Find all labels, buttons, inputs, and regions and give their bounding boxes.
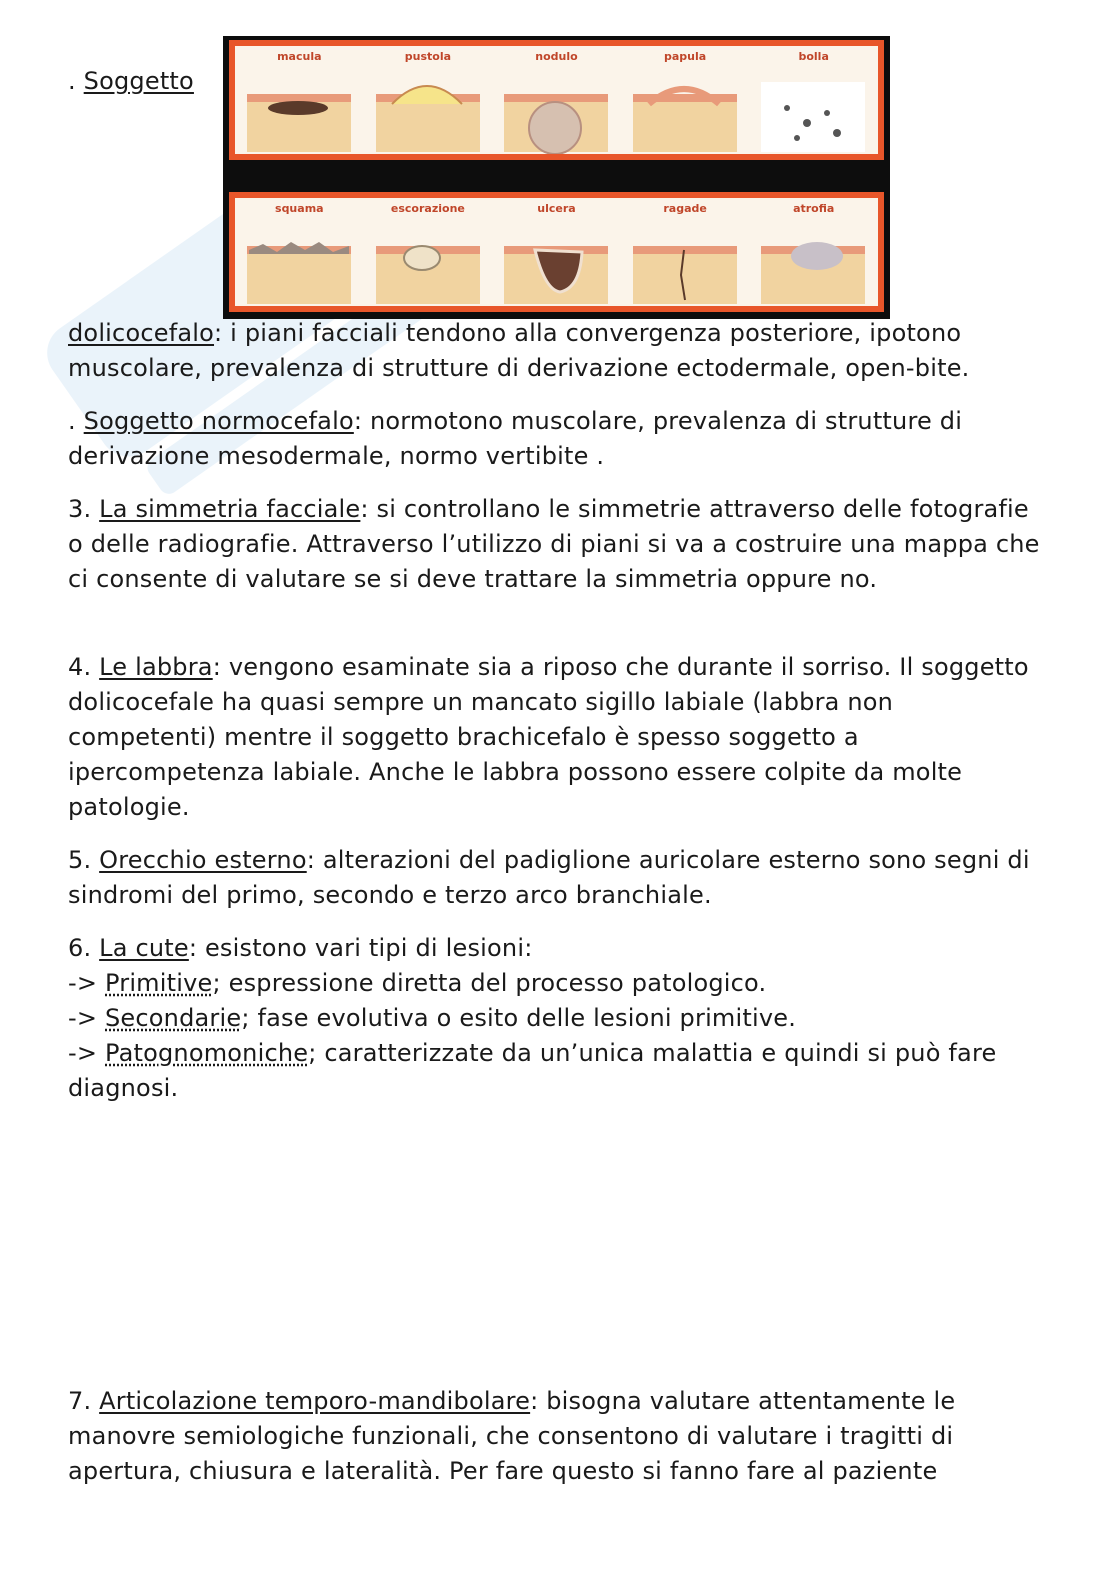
term-simmetria: La simmetria facciale [99,495,361,523]
term-labbra: Le labbra [99,653,213,681]
list-item: -> Secondarie; fase evolutiva o esito delle lesioni primitive. [68,1004,797,1032]
lesion-label: papula [663,50,707,63]
lesion-label: macula [277,50,322,63]
lesion-squama [235,198,364,306]
paragraph-3: 3. La simmetria facciale: si controllano le simmetrie attraverso delle fotografie o delle radiografie. Attraverso l’utilizzo di piani si va a costruire una mappa che ci consente di valutare se si deve trattare la simmetria oppure no. [68,495,1040,593]
term-normocefalo: Soggetto normocefalo [83,407,354,435]
skin-lesions-figure [223,36,890,319]
lesion-escorazione [364,198,493,306]
lesion-illustration [243,68,355,154]
lesion-illustration [629,68,741,154]
list-item: -> Patognomoniche; caratterizzate da un’unica malattia e quindi si può fare diagnosi. [68,1039,997,1102]
lesion-ragade [621,198,750,306]
lesion-label: pustola [404,50,452,63]
secondary-lesions-panel [229,192,884,312]
lesion-macula [235,46,364,154]
term-cute: La cute [99,934,189,962]
paragraph-4: 4. Le labbra: vengono esaminate sia a riposo che durante il sorriso. Il soggetto dolicocefale ha quasi sempre un mancato sigillo labiale (labbra non competenti) mentre il soggetto brachicefalo è spesso soggetto a ipercompetenza labiale. Anche le labbra possono essere colpite da molte patologie. [68,653,1029,821]
paragraph-7: 7. Articolazione temporo-mandibolare: bisogna valutare attentamente le manovre semiologiche funzionali, che consentono di valutare i tragitti di apertura, chiusura e lateralità. Per fare questo si fanno fare al paziente [68,1387,956,1485]
term-dolicocefalo: dolicocefalo [68,319,215,347]
paragraph-1-start: . Soggetto [68,67,194,95]
lesion-illustration [629,220,741,306]
lesion-nodulo [492,46,621,154]
paragraph-5: 5. Orecchio esterno: alterazioni del padiglione auricolare esterno sono segni di sindromi del primo, secondo e terzo arco branchiale. [68,846,1030,909]
lesion-label: atrofia [793,202,835,215]
list-item: -> Primitive; espressione diretta del processo patologico. [68,969,767,997]
term-orecchio: Orecchio esterno [99,846,307,874]
term-atm: Articolazione temporo-mandibolare [99,1387,531,1415]
paragraph-1: dolicocefalo: i piani facciali tendono alla convergenza posteriore, ipotono muscolare, prevalenza di strutture di derivazione ectodermale, open-bite. [68,319,970,382]
lesion-illustration [757,68,869,154]
lesion-ulcera [492,198,621,306]
lesion-illustration [372,220,484,306]
lesion-illustration [243,220,355,306]
lesion-atrofia [749,198,878,306]
term-soggetto: Soggetto [83,67,194,95]
lesion-bolla [749,46,878,154]
lesion-illustration [500,220,612,306]
lesion-pustola [364,46,493,154]
lesion-label: squama [275,202,324,215]
lesion-illustration [757,220,869,306]
lesion-papula [621,46,750,154]
lesion-label: escorazione [390,202,465,215]
lesion-illustration [500,68,612,154]
lesion-label: nodulo [535,50,578,63]
lesion-illustration [372,68,484,154]
paragraph-2: . Soggetto normocefalo: normotono muscolare, prevalenza di strutture di derivazione mesodermale, normo vertibite . [68,407,963,470]
lesion-label: bolla [798,50,829,63]
paragraph-6: 6. La cute: esistono vari tipi di lesioni: -> Primitive; espressione diretta del processo patologico. -> Secondarie; fase evolutiva o esito delle lesioni primitive. -> Patognomoniche; caratterizzate da un’unica malattia e quindi si può fare diagnosi. [68,931,1048,1106]
lesion-label: ulcera [537,202,576,215]
lesion-label: ragade [663,202,707,215]
primary-lesions-panel [229,40,884,160]
